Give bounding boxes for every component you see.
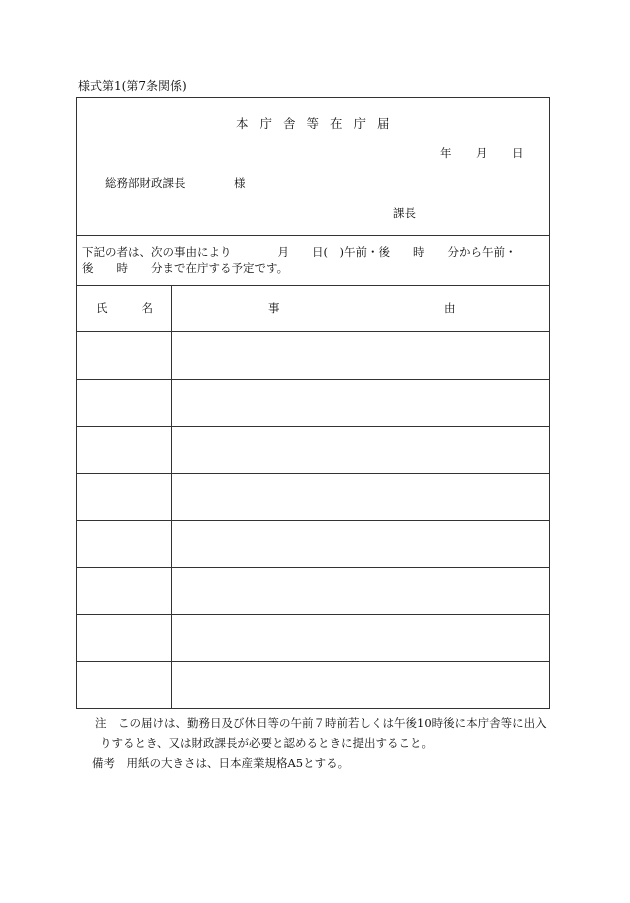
date-day-label: 日 [512,146,524,160]
table-cell-name[interactable] [77,568,171,613]
table-cell-reason[interactable] [172,427,549,472]
honorific: 様 [234,176,246,190]
table-cell-reason[interactable] [172,332,549,378]
statement-line-1: 下記の者は、次の事由により 月 日( )午前・後 時 分から午前・ [82,245,517,259]
note-line-1: 注 この届けは、勤務日及び休日等の午前７時前若しくは午後10時後に本庁舎等に出入 [95,716,547,730]
form-number: 様式第1(第7条関係) [78,79,187,93]
table-cell-reason[interactable] [172,662,549,708]
table-cell-reason[interactable] [172,521,549,566]
table-cell-reason[interactable] [172,474,549,519]
table-cell-reason[interactable] [172,615,549,660]
table-top-line [76,285,550,286]
submitter-title: 課長 [393,206,416,220]
date-month-label: 月 [476,146,488,160]
date-year-label: 年 [440,146,452,160]
column-header-reason-part1: 事 [268,301,280,315]
note-line-2: りするとき、又は財政課長が必要と認めるときに提出すること。 [100,736,434,750]
table-cell-reason[interactable] [172,380,549,425]
column-header-reason-part2: 由 [444,301,456,315]
header-divider [76,235,550,236]
remark: 備考 用紙の大きさは、日本産業規格A5とする。 [92,756,350,770]
statement-line-2: 後 時 分まで在庁する予定です。 [82,261,289,275]
form-title: 本庁舎等在庁届 [236,116,401,131]
table-cell-name[interactable] [77,662,171,708]
table-cell-name[interactable] [77,427,171,472]
table-cell-name[interactable] [77,474,171,519]
table-cell-name[interactable] [77,332,171,378]
table-cell-name[interactable] [77,521,171,566]
table-cell-name[interactable] [77,380,171,425]
addressee: 総務部財政課長 [105,176,186,190]
column-header-name: 氏名 [96,301,187,315]
table-cell-name[interactable] [77,615,171,660]
table-cell-reason[interactable] [172,568,549,613]
